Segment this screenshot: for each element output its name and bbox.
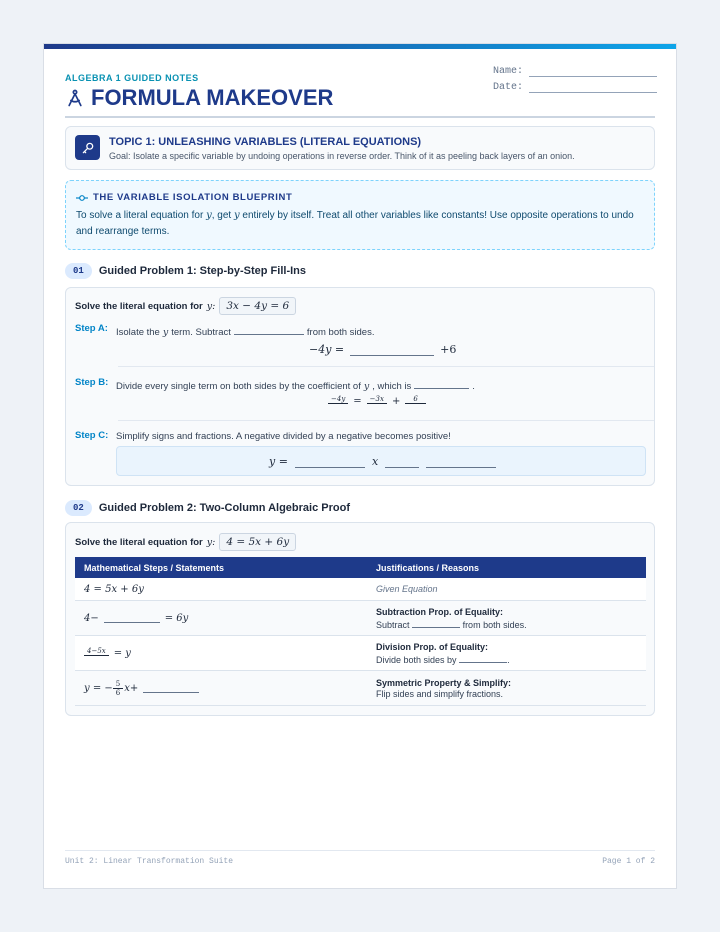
proof-step-4-left: y = −	[84, 682, 113, 694]
course-kicker: ALGEBRA 1 GUIDED NOTES	[65, 73, 199, 83]
proof-step-2-left: 4−	[84, 612, 99, 624]
proof-table	[75, 557, 646, 706]
commit-node-icon	[76, 194, 88, 202]
top-accent-bar	[44, 44, 676, 49]
page-title-text: FORMULA MAKEOVER	[91, 85, 334, 110]
proof-step-4-blank[interactable]	[143, 683, 199, 693]
problem2-prompt	[75, 533, 296, 551]
worksheet-page	[43, 43, 677, 889]
proof-step-4-mid: x+	[124, 682, 139, 694]
p1-prompt-var: y:	[206, 300, 216, 312]
step-b-text-1: Divide every single term on both sides by the coefficient of	[116, 381, 361, 392]
proof-reason-3-blank[interactable]	[459, 653, 507, 663]
step-c-equation	[269, 455, 496, 468]
proof-reason-3-title: Division Prop. of Equality:	[376, 641, 489, 652]
proof-step-4-frac	[113, 680, 123, 697]
proof-row	[75, 601, 646, 636]
bp-text-1: To solve a literal equation for	[76, 210, 207, 221]
proof-step-cell	[75, 578, 367, 601]
topic-goal: Goal: Isolate a specific variable by undoing operations in reverse order. Think of it as peeling back layers of an onion.	[109, 151, 575, 161]
proof-reason-cell	[367, 601, 646, 636]
date-label: Date:	[493, 82, 524, 93]
step-b-frac-3-num: 6	[413, 395, 418, 403]
blueprint-heading-text: THE VARIABLE ISOLATION BLUEPRINT	[93, 192, 293, 203]
proof-col-reasons: Justifications / Reasons	[367, 557, 646, 578]
proof-row	[75, 671, 646, 706]
proof-reason-3-text-1: Divide both sides by	[376, 654, 457, 665]
p2-prompt-var: y:	[206, 536, 216, 548]
step-c-text	[116, 431, 451, 442]
proof-step-2-right: = 6y	[164, 612, 189, 624]
step-b-plus: +	[391, 396, 401, 407]
topic-banner	[65, 126, 655, 170]
step-b-equation	[328, 395, 426, 407]
proof-col-steps: Mathematical Steps / Statements	[75, 557, 367, 578]
step-a-eq-right: +6	[440, 343, 457, 356]
problem1-badge: 01	[65, 263, 92, 279]
problem2-badge: 02	[65, 500, 92, 516]
proof-step-3-frac-num: 4−5x	[87, 647, 106, 655]
step-b-frac-2	[367, 395, 387, 407]
blueprint-callout	[65, 180, 655, 250]
bp-var-1: y	[206, 210, 212, 221]
step-b-label: Step B:	[75, 377, 109, 388]
proof-step-3-right: = y	[113, 647, 131, 659]
proof-row	[75, 578, 646, 601]
p1-prompt-text: Solve the literal equation for	[75, 300, 203, 312]
step-c-eq-left: y =	[269, 455, 288, 468]
date-field[interactable]	[493, 82, 657, 93]
step-a-blank-1[interactable]	[234, 325, 304, 335]
proof-step-2-blank[interactable]	[104, 613, 160, 623]
topic-title: TOPIC 1: UNLEASHING VARIABLES (LITERAL EQUATIONS)	[109, 136, 422, 148]
step-a-equation	[309, 343, 456, 356]
proof-step-cell	[75, 636, 367, 671]
step-divider-2	[118, 420, 654, 421]
step-divider-1	[118, 366, 654, 367]
key-icon	[75, 135, 100, 160]
problem1-prompt	[75, 297, 296, 315]
proof-reason-4-text: Flip sides and simplify fractions.	[376, 688, 504, 699]
step-b-text	[116, 379, 475, 392]
compass-icon	[65, 88, 85, 108]
proof-reason-2-blank[interactable]	[412, 618, 460, 628]
step-c-label: Step C:	[75, 430, 109, 441]
proof-reason-4-title: Symmetric Property & Simplify:	[376, 677, 512, 688]
step-b-frac-3	[405, 395, 425, 407]
step-b-var: y	[363, 381, 370, 392]
step-b-frac-1-num: −4y	[331, 395, 346, 403]
proof-reason-cell	[367, 578, 646, 601]
step-b-blank[interactable]	[414, 379, 469, 389]
proof-step-cell	[75, 671, 367, 706]
step-a-label: Step A:	[75, 323, 108, 334]
p2-prompt-text: Solve the literal equation for	[75, 536, 203, 548]
step-c-text-value: Simplify signs and fractions. A negative divided by a negative becomes positive!	[116, 431, 451, 442]
proof-step-4-frac-den: 6	[115, 688, 121, 697]
step-a-eq-blank[interactable]	[350, 346, 434, 356]
step-c-blank-3[interactable]	[426, 458, 496, 468]
proof-reason-2-text-2: from both sides.	[462, 619, 527, 630]
date-line[interactable]	[529, 82, 657, 93]
footer-divider	[65, 850, 655, 851]
step-b-text-2: , which is	[372, 381, 412, 392]
step-a-text	[116, 325, 374, 338]
step-a-text-1: Isolate the	[116, 327, 160, 338]
bp-text-2: , get	[211, 210, 234, 221]
proof-step-1: 4 = 5x + 6y	[84, 583, 144, 595]
blueprint-heading	[76, 192, 292, 203]
bp-var-2: y	[233, 210, 240, 221]
step-a-var: y	[162, 327, 169, 338]
step-b-equals: =	[353, 396, 362, 407]
proof-reason-2-text-1: Subtract	[376, 619, 410, 630]
problem1-card	[65, 287, 655, 486]
problem2-card	[65, 522, 655, 716]
problem2-title: Guided Problem 2: Two-Column Algebraic Proof	[98, 502, 350, 514]
step-c-eq-var: x	[371, 455, 379, 468]
problem1-equation: 3x − 4y = 6	[219, 297, 296, 315]
name-field[interactable]	[493, 66, 657, 77]
problem2-heading	[65, 500, 350, 516]
step-b-text-3: .	[472, 381, 475, 392]
problem2-equation: 4 = 5x + 6y	[219, 533, 296, 551]
step-b-frac-1	[328, 395, 348, 407]
step-c-blank-2[interactable]	[385, 458, 419, 468]
header-divider	[65, 116, 655, 118]
proof-step-4-frac-num: 5	[115, 679, 121, 688]
proof-step-3-frac	[84, 647, 109, 659]
problem1-heading	[65, 263, 306, 279]
step-c-blank-1[interactable]	[295, 458, 365, 468]
proof-row	[75, 636, 646, 671]
step-c-result-box	[116, 446, 646, 476]
name-line[interactable]	[529, 66, 657, 77]
blueprint-body	[76, 208, 636, 240]
bp-text-3: entirely by itself. Treat all other variables like constants! Use opposite operations to undo and rearrange terms.	[76, 210, 634, 237]
step-b-frac-2-num: −3x	[369, 395, 384, 403]
step-a-text-2: term. Subtract	[171, 327, 231, 338]
page-title	[65, 85, 333, 111]
step-a-eq-left: −4y =	[309, 343, 345, 356]
proof-reason-cell	[367, 671, 646, 706]
step-a-text-3: from both sides.	[306, 327, 375, 338]
proof-step-cell	[75, 601, 367, 636]
footer-unit: Unit 2: Linear Transformation Suite	[65, 857, 234, 866]
problem1-title: Guided Problem 1: Step-by-Step Fill-Ins	[98, 265, 306, 277]
name-label: Name:	[493, 66, 524, 77]
proof-reason-1: Given Equation	[376, 584, 438, 594]
proof-reason-3-text-2: .	[507, 654, 510, 665]
proof-reason-2-title: Subtraction Prop. of Equality:	[376, 606, 504, 617]
footer-page-number: Page 1 of 2	[602, 857, 655, 866]
proof-reason-cell	[367, 636, 646, 671]
